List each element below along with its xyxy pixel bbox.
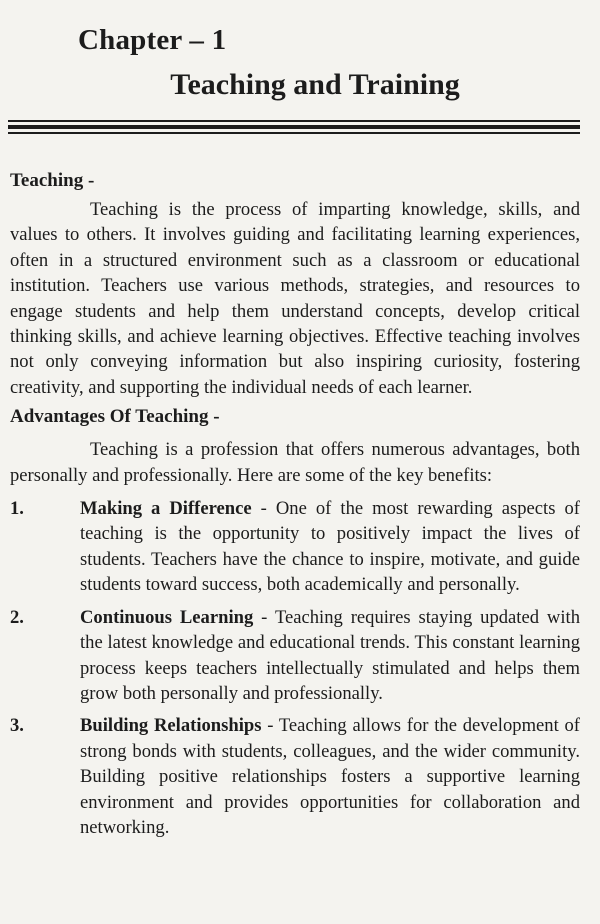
list-item-number: 1. <box>10 498 24 520</box>
title-rule-top <box>8 120 580 122</box>
title-rule-middle <box>8 125 580 129</box>
section-heading-advantages: Advantages Of Teaching - <box>10 406 220 428</box>
advantages-list <box>10 496 580 840</box>
list-item <box>10 713 580 840</box>
list-item-title: Building Relationships <box>80 715 262 737</box>
chapter-title: Teaching and Training <box>170 68 460 101</box>
list-item-text: - Teaching requires staying updated with the latest knowledge and educational trends. This constant learning process keeps teachers intellectually stimulated and helps them grow both personally and professionally. <box>80 606 580 704</box>
list-item-number: 3. <box>10 715 24 737</box>
advantages-intro: Teaching is a profession that offers numerous advantages, both personally and professionally. Here are some of the key benefits: <box>10 439 580 486</box>
teaching-paragraph: Teaching is the process of imparting knowledge, skills, and values to others. It involves guiding and facilitating learning experiences, often in a structured environment such as a classroom or educational institution. Teachers use various methods, strategies, and resources to engage students and help them understand concepts, develop critical thinking skills, and achieve learning objectives. Effective teaching involves not only conveying information but also inspiring curiosity, fostering creativity, and supporting the individual needs of each learner. <box>10 199 580 398</box>
list-item-body <box>80 496 580 598</box>
list-item-body <box>80 605 580 707</box>
page-content <box>10 168 580 847</box>
section-heading-teaching: Teaching - <box>10 170 95 191</box>
list-item-text: - One of the most rewarding aspects of teaching is the opportunity to positively impact the lives of students. Teachers have the chance to inspire, motivate, and guide students toward success, both academically and personally. <box>80 498 580 596</box>
list-item-number: 2. <box>10 606 24 628</box>
chapter-number: Chapter – 1 <box>78 24 227 56</box>
list-item-title: Making a Difference <box>80 498 252 520</box>
title-rule-bottom <box>8 132 580 134</box>
list-item-body <box>80 713 580 840</box>
list-item-text: - Teaching allows for the development of strong bonds with students, colleagues, and the wider community. Building positive relationships fosters a supportive learning environment and provides opportunities for collaboration and networking. <box>80 715 580 838</box>
list-item-title: Continuous Learning <box>80 606 254 628</box>
list-item <box>10 496 580 598</box>
list-item <box>10 605 580 707</box>
